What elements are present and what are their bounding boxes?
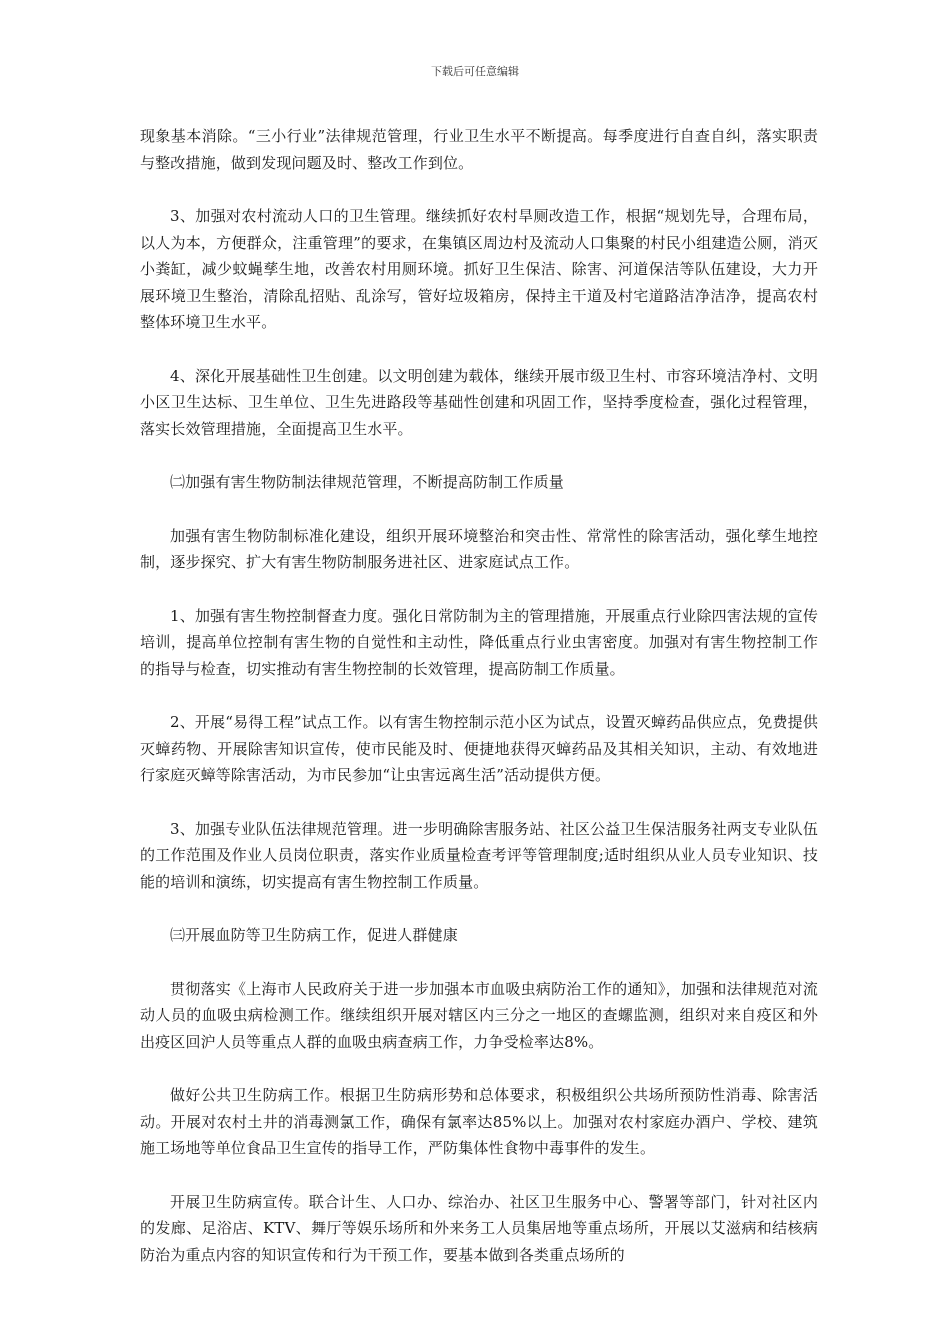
paragraph-professional-team-management: 3、加强专业队伍法律规范管理。进一步明确除害服务站、社区公益卫生保洁服务社两支专业队伍的工作范围及作业人员岗位职责，落实作业质量检查考评等管理制度;适时组织从业人员专业知识、技能的培训和演练，切实提高有害生物控制工作质量。 xyxy=(140,819,818,891)
paragraph-continued: 现象基本消除。“三小行业”法律规范管理，行业卫生水平不断提高。每季度进行自查自纠，落实职责与整改措施，做到发现问题及时、整改工作到位。 xyxy=(140,127,818,172)
paragraph-easy-access-project: 2、开展“易得工程”试点工作。以有害生物控制示范小区为试点，设置灭蟑药品供应点，免费提供灭蟑药物、开展除害知识宣传，使市民能及时、便捷地获得灭蟑药品及其相关知识，主动、有效地进行家庭灭蟑等除害活动，为市民参加“让虫害远离生活”活动提供方便。 xyxy=(140,713,818,784)
paragraph-basic-hygiene-creation: 4、深化开展基础性卫生创建。以文明创建为载体，继续开展市级卫生村、市容环境洁净村、文明小区卫生达标、卫生单位、卫生先进路段等基础性创建和巩固工作，坚持季度检查，强化过程管理，落实长效管理措施，全面提高卫生水平。 xyxy=(140,366,818,438)
section-heading-disease-prevention: ㈢开展血防等卫生防病工作，促进人群健康 xyxy=(170,926,458,944)
document-body xyxy=(140,123,818,1295)
paragraph-health-promotion: 开展卫生防病宣传。联合计生、人口办、综治办、社区卫生服务中心、警署等部门，针对社区内的发廊、足浴店、KTV、舞厅等娱乐场所和外来务工人员集居地等重点场所，开展以艾滋病和结核病防治为重点内容的知识宣传和行为干预工作，要基本做到各类重点场所的 xyxy=(140,1192,818,1264)
paragraph-schistosomiasis-control: 贯彻落实《上海市人民政府关于进一步加强本市血吸虫病防治工作的通知》，加强和法律规范对流动人员的血吸虫病检测工作。继续组织开展对辖区内三分之一地区的查螺监测，组织对来自疫区和外出疫区回沪人员等重点人群的血吸虫病查病工作，力争受检率达8%。 xyxy=(140,979,818,1051)
page-header-note: 下载后可任意编辑 xyxy=(431,65,519,78)
paragraph-public-health-prevention: 做好公共卫生防病工作。根据卫生防病形势和总体要求，积极组织公共场所预防性消毒、除害活动。开展对农村土井的消毒测氯工作，确保有氯率达85%以上。加强对农村家庭办酒户、学校、建筑施工场地等单位食品卫生宣传的指导工作，严防集体性食物中毒事件的发生。 xyxy=(140,1086,818,1157)
paragraph-pest-control-supervision: 1、加强有害生物控制督查力度。强化日常防制为主的管理措施，开展重点行业除四害法规的宣传培训，提高单位控制有害生物的自觉性和主动性，降低重点行业虫害密度。加强对有害生物控制工作的指导与检查，切实推动有害生物控制的长效管理，提高防制工作质量。 xyxy=(140,606,818,678)
section-heading-pest-control: ㈡加强有害生物防制法律规范管理，不断提高防制工作质量 xyxy=(170,473,564,491)
paragraph-rural-migrant-hygiene: 3、加强对农村流动人口的卫生管理。继续抓好农村旱厕改造工作，根据“规划先导，合理布局，以人为本，方便群众，注重管理”的要求，在集镇区周边村及流动人口集聚的村民小组建造公厕，消灭小粪缸，减少蚊蝇孳生地，改善农村用厕环境。抓好卫生保洁、除害、河道保洁等队伍建设，大力开展环境卫生整治，清除乱招贴、乱涂写，管好垃圾箱房，保持主干道及村宅道路洁净洁净，提高农村整体环境卫生水平。 xyxy=(140,207,818,331)
paragraph-pest-control-standardization: 加强有害生物防制标准化建设，组织开展环境整治和突击性、常常性的除害活动，强化孳生地控制，逐步探究、扩大有害生物防制服务进社区、进家庭试点工作。 xyxy=(140,526,818,571)
